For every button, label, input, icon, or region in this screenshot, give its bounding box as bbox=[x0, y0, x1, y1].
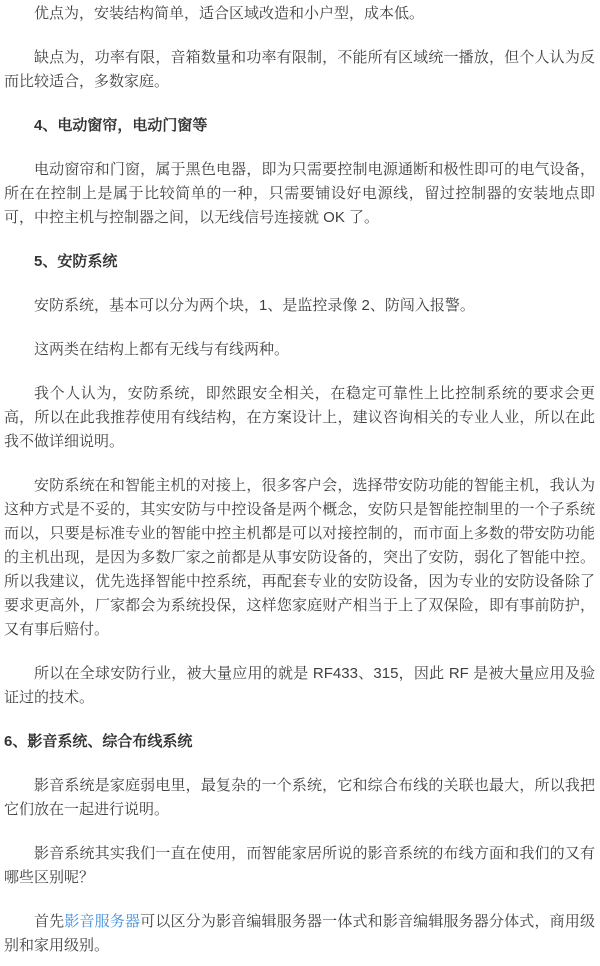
av-server-prefix: 首先 bbox=[34, 913, 65, 930]
paragraph-security-two-parts: 安防系统，基本可以分为两个块，1、是监控录像 2、防闯入报警。 bbox=[34, 297, 475, 314]
av-server-suffix: 可以区分为影音编辑服务器一体式和影音编辑服务器分体式，商用级别和家用级别。 bbox=[4, 913, 595, 954]
heading-section-6-av-cabling: 6、影音系统、综合布线系统 bbox=[4, 733, 193, 750]
paragraph-bgm-cons: 缺点为，功率有限，音箱数量和功率有限制，不能所有区域统一播放，但个人认为反而比较适合，多数家庭。 bbox=[4, 49, 595, 90]
heading-section-4-curtains: 4、电动窗帘，电动门窗等 bbox=[34, 117, 208, 134]
paragraph-security-wired-wireless: 这两类在结构上都有无线与有线两种。 bbox=[34, 341, 290, 358]
av-server-link[interactable]: 影音服务器 bbox=[64, 913, 141, 930]
paragraph-curtain-control: 电动窗帘和门窗，属于黑色电器，即为只需要控制电源通断和极性即可的电气设备，所在在控制上是属于比较简单的一种，只需要铺设好电源线，留过控制器的安装地点即可，中控主机与控制器之间，以无线信号连接就 OK 了。 bbox=[4, 161, 595, 226]
paragraph-av-complexity: 影音系统是家庭弱电里，最复杂的一个系统，它和综合布线的关联也最大，所以我把它们放在一起进行说明。 bbox=[4, 777, 595, 818]
paragraph-av-difference-question: 影音系统其实我们一直在使用，而智能家居所说的影音系统的布线方面和我们的又有哪些区别呢？ bbox=[4, 845, 595, 886]
heading-section-5-security: 5、安防系统 bbox=[34, 253, 118, 270]
paragraph-av-server bbox=[4, 910, 595, 958]
paragraph-bgm-pros: 优点为，安装结构简单，适合区域改造和小户型，成本低。 bbox=[34, 5, 425, 22]
paragraph-security-host-integration: 安防系统在和智能主机的对接上，很多客户会，选择带安防功能的智能主机，我认为这种方式是不妥的，其实安防与中控设备是两个概念，安防只是智能控制里的一个子系统而以，只要是标准专业的智能中控主机都是可以对接控制的，而市面上多数的带安防功能的主机出现，是因为多数厂家之前都是从事安防设备的，突出了安防，弱化了智能中控。所以我建议，优先选择智能中控系统，再配套专业的安防设备，因为专业的安防设备除了要求更高外，厂家都会为系统投保，这样您家庭财产相当于上了双保险，即有事前防护，又有事后赔付。 bbox=[4, 477, 595, 638]
paragraph-security-rf-technology: 所以在全球安防行业，被大量应用的就是 RF433、315，因此 RF 是被大量应用及验证过的技术。 bbox=[4, 665, 595, 706]
paragraph-security-recommendation: 我个人认为，安防系统，即然跟安全相关，在稳定可靠性上比控制系统的要求会更高，所以在此我推荐使用有线结构，在方案设计上，建议咨询相关的专业人业，所以在此我不做详细说明。 bbox=[4, 385, 595, 450]
